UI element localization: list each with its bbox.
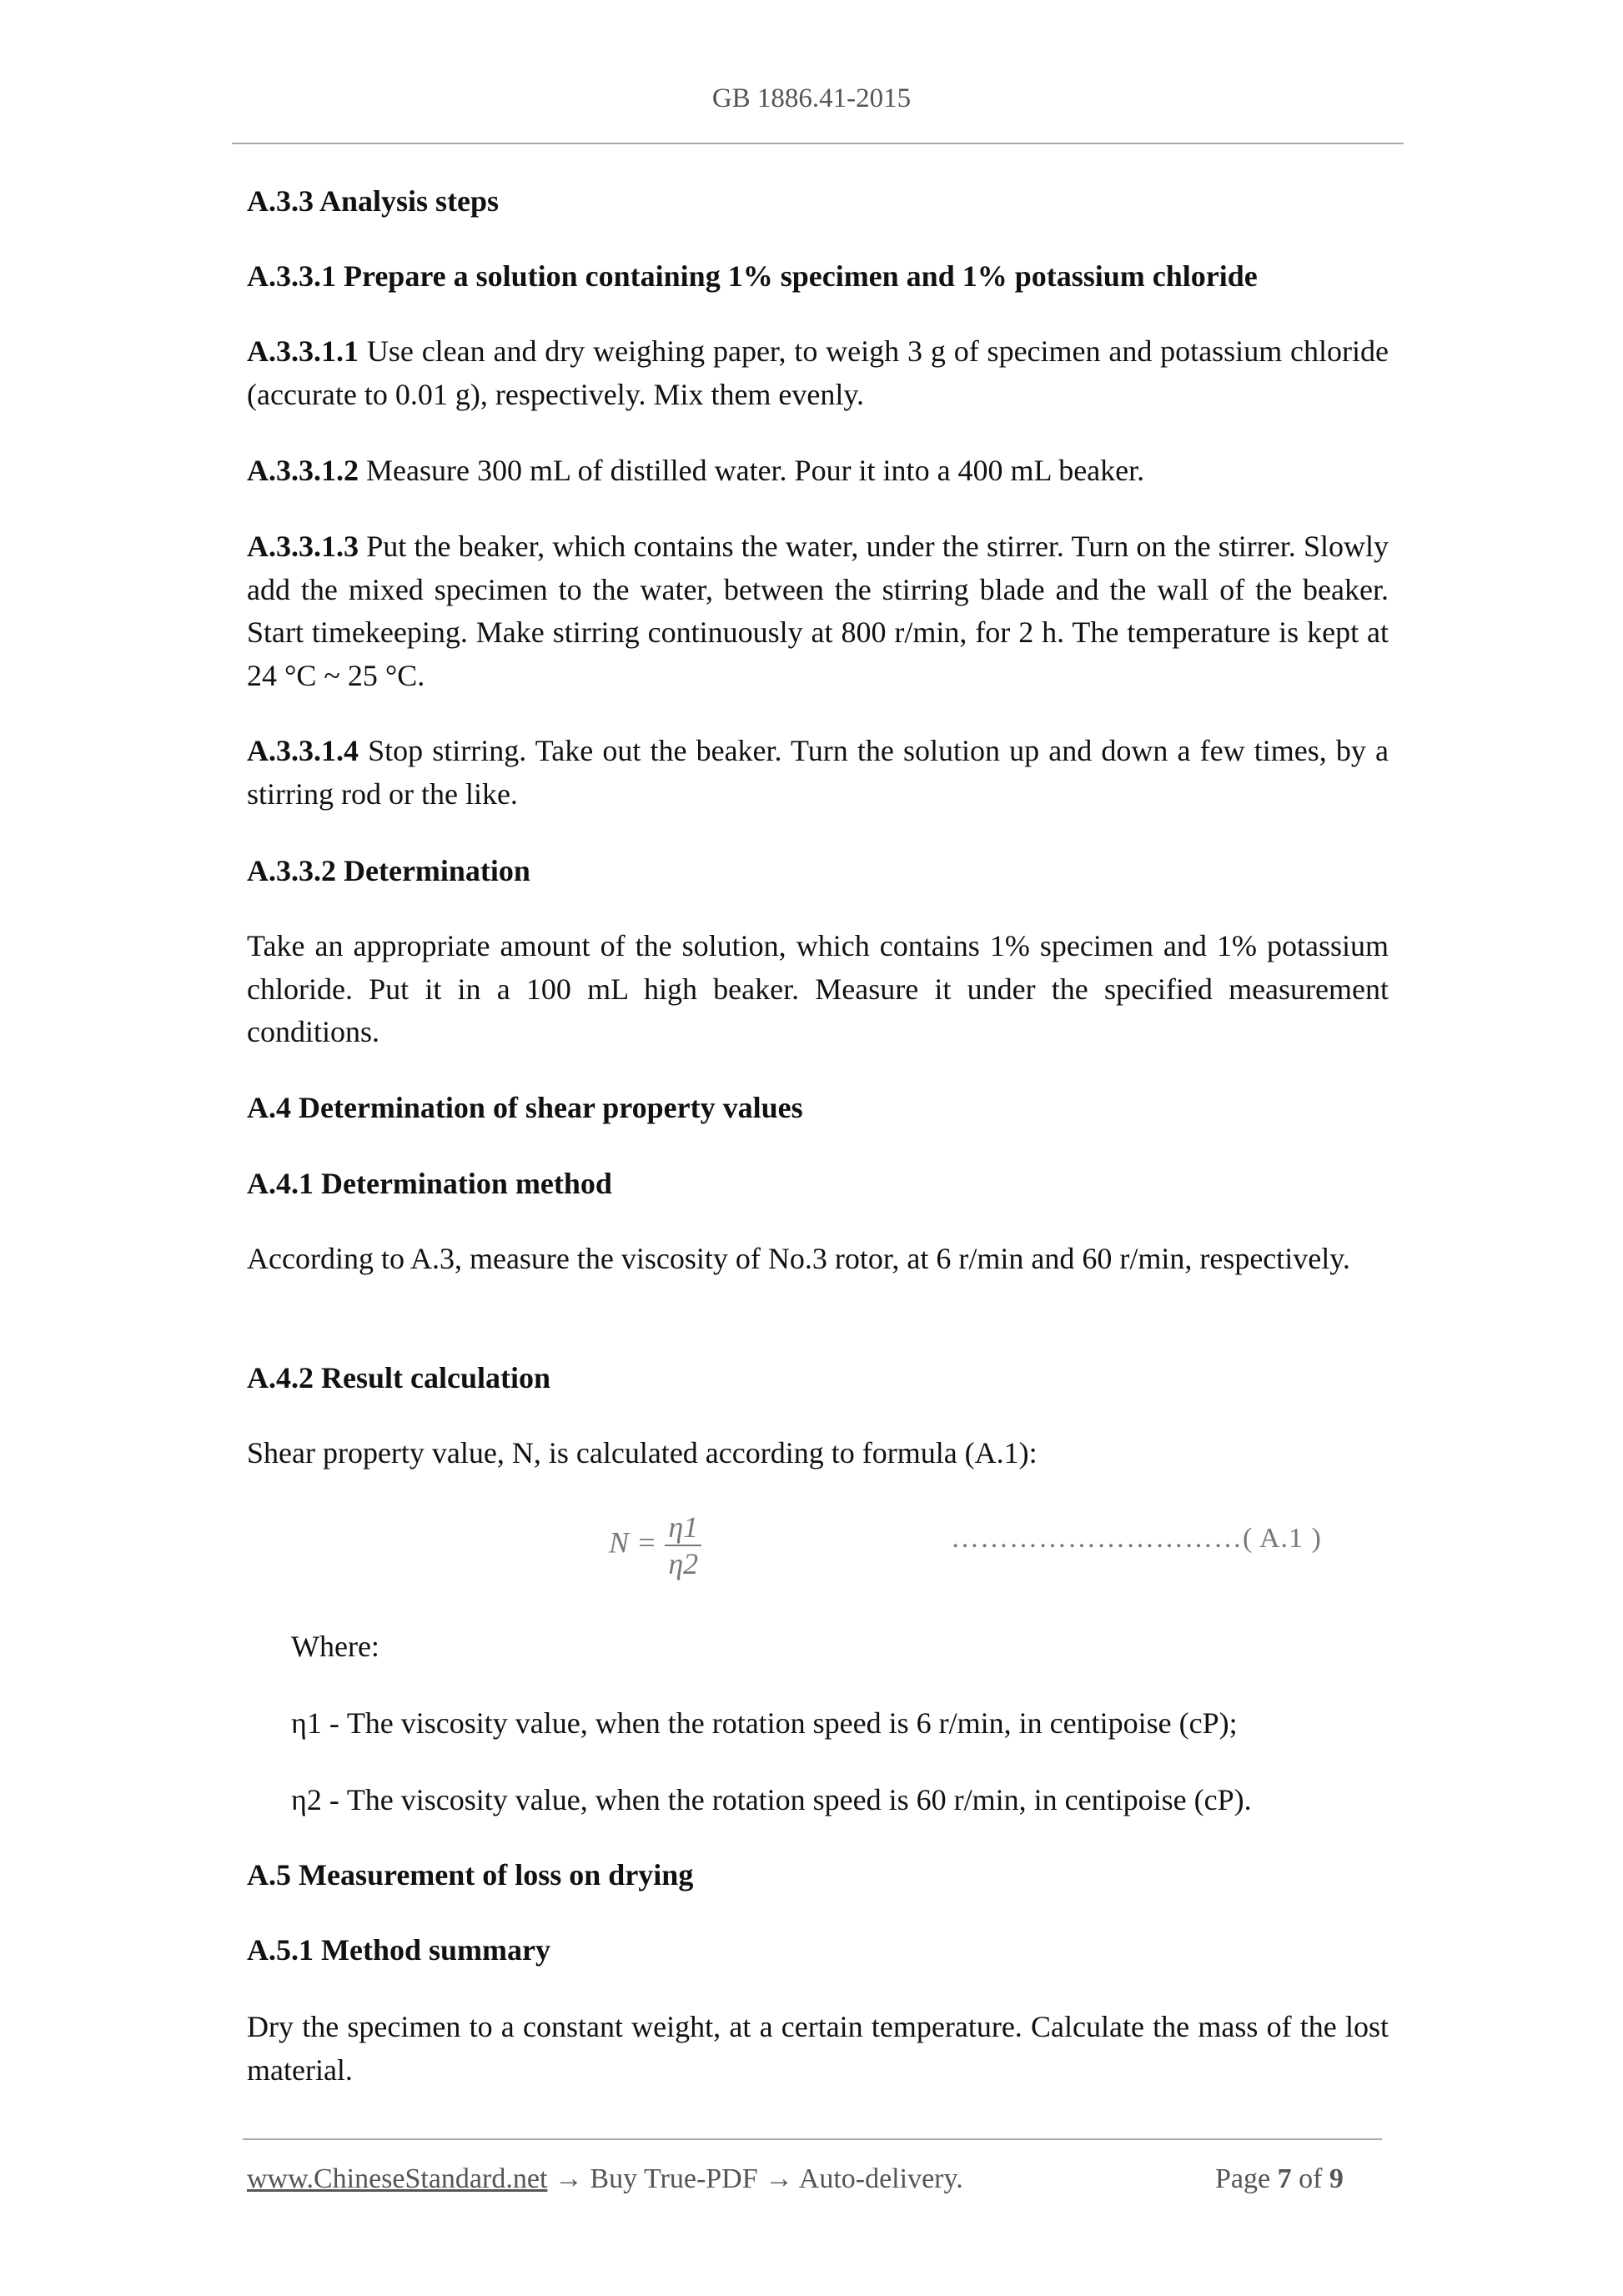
paragraph-determination: Take an appropriate amount of the solution, which contains 1% specimen and 1% potassium chloride. Put it in a 100 mL high beaker. Measure it under the specified measurement conditions. xyxy=(247,929,1389,1048)
clause-number: A.3.3.1.2 xyxy=(247,454,359,487)
formula-lhs: N = xyxy=(609,1525,657,1560)
current-page: 7 xyxy=(1277,2163,1292,2194)
page-label: Page xyxy=(1215,2163,1271,2194)
clause-text: Stop stirring. Take out the beaker. Turn the solution up and down a few times, by a stirring rod or the like. xyxy=(247,734,1389,811)
footer-divider xyxy=(243,2138,1382,2140)
of-label: of xyxy=(1299,2163,1323,2194)
clause-number: A.3.3.1.3 xyxy=(247,530,359,563)
heading-a-4: A.4 Determination of shear property values xyxy=(247,1091,803,1124)
clause-text: Measure 300 mL of distilled water. Pour it into a 400 mL beaker. xyxy=(359,454,1145,487)
website-link[interactable]: www.ChineseStandard.net xyxy=(247,2163,548,2194)
paragraph-a-3-3-1-4 xyxy=(247,730,1389,816)
where-label: Where: xyxy=(291,1630,379,1663)
heading-a-3-3: A.3.3 Analysis steps xyxy=(247,184,500,218)
variable-eta1: η1 - The viscosity value, when the rotation speed is 6 r/min, in centipoise (cP); xyxy=(291,1706,1238,1740)
paragraph-a-3-3-1-1 xyxy=(247,330,1389,416)
footer-tagline: → Buy True-PDF → Auto-delivery. xyxy=(547,2163,963,2194)
page-number xyxy=(1215,2163,1344,2195)
heading-a-5-1: A.5.1 Method summary xyxy=(247,1933,550,1967)
heading-a-3-3-2: A.3.3.2 Determination xyxy=(247,854,530,887)
clause-number: A.3.3.1.1 xyxy=(247,334,359,368)
formula-denominator: η2 xyxy=(668,1547,699,1580)
total-pages: 9 xyxy=(1329,2163,1344,2194)
heading-a-4-2: A.4.2 Result calculation xyxy=(247,1361,550,1394)
header-divider xyxy=(232,143,1404,144)
heading-a-3-3-1: A.3.3.1 Prepare a solution containing 1% specimen and 1% potassium chloride xyxy=(247,259,1258,293)
formula-number: …………………………( A.1 ) xyxy=(951,1523,1322,1554)
formula-a-1 xyxy=(609,1510,701,1581)
paragraph-method-summary: Dry the specimen to a constant weight, at a certain temperature. Calculate the mass of the lost material. xyxy=(247,2010,1389,2087)
variable-eta2: η2 - The viscosity value, when the rotation speed is 60 r/min, in centipoise (cP). xyxy=(291,1783,1252,1816)
formula-numerator: η1 xyxy=(665,1510,701,1546)
heading-a-5: A.5 Measurement of loss on drying xyxy=(247,1858,694,1892)
paragraph-formula-intro: Shear property value, N, is calculated according to formula (A.1): xyxy=(247,1436,1038,1470)
paragraph-method: According to A.3, measure the viscosity of No.3 rotor, at 6 r/min and 60 r/min, respectively. xyxy=(247,1242,1350,1275)
clause-text: Put the beaker, which contains the water, under the stirrer. Turn on the stirrer. Slowly add the mixed specimen to the water, between the stirring blade and the wall of the beaker. Start timekeeping. Make stirring continuously at 800 r/min, for 2 h. The temperature is kept at 24 °C ~ 25 °C. xyxy=(247,530,1389,692)
paragraph-a-3-3-1-3 xyxy=(247,525,1389,697)
heading-a-4-1: A.4.1 Determination method xyxy=(247,1167,612,1200)
page-header: GB 1886.41-2015 xyxy=(711,83,912,113)
footer-left xyxy=(247,2163,963,2195)
clause-text: Use clean and dry weighing paper, to weigh 3 g of specimen and potassium chloride (accurate to 0.01 g), respectively. Mix them evenly. xyxy=(247,334,1389,411)
paragraph-a-3-3-1-2 xyxy=(247,450,1389,493)
clause-number: A.3.3.1.4 xyxy=(247,734,359,767)
